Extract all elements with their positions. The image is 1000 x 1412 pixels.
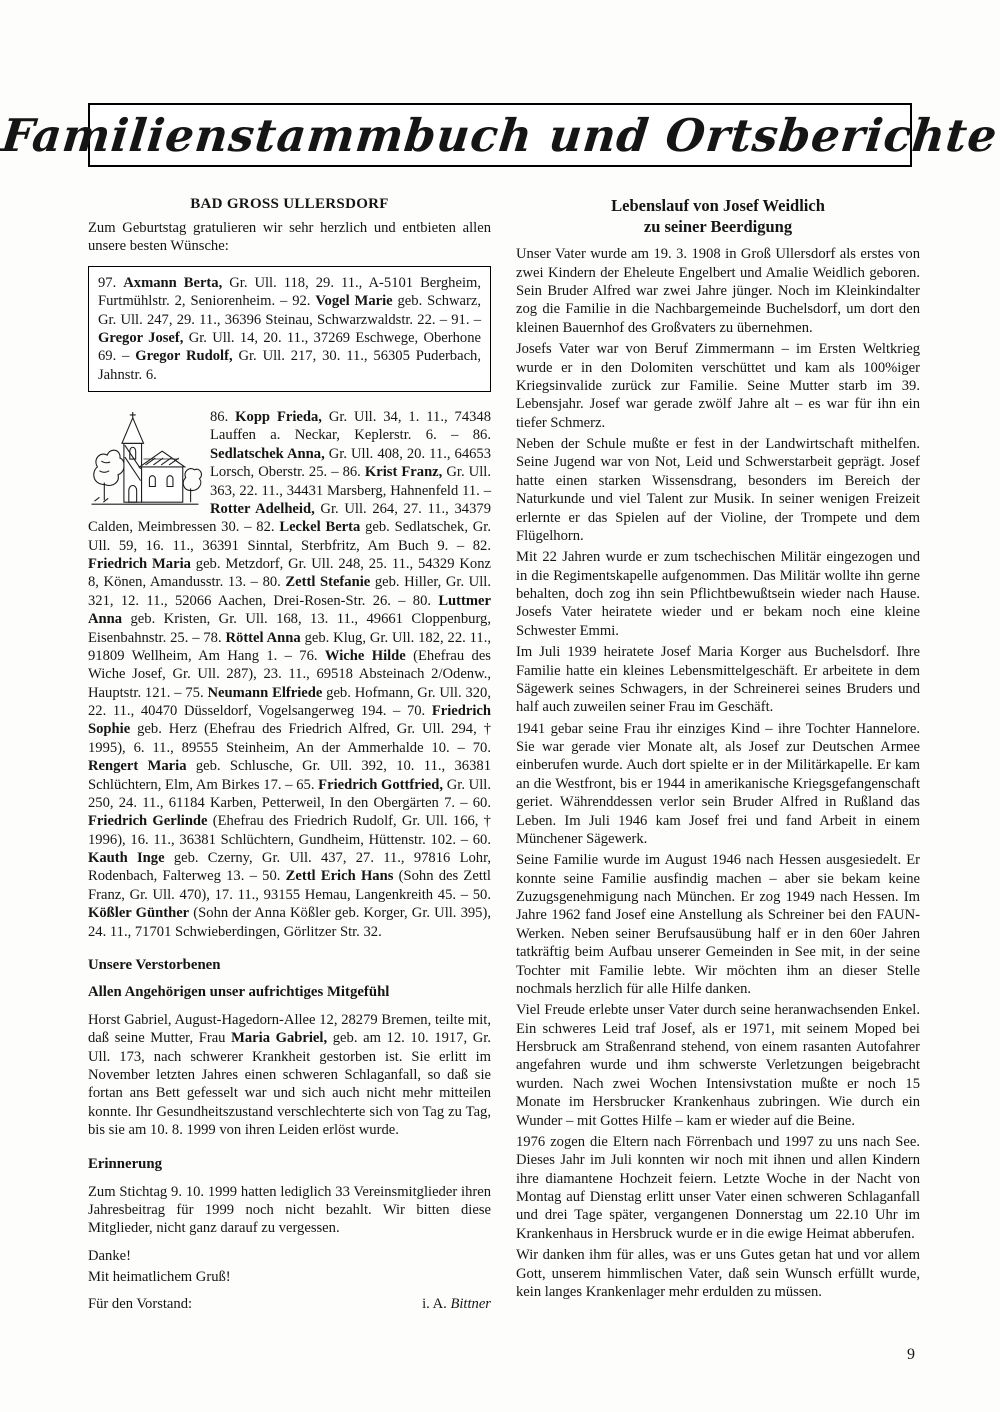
vorstand-label: Für den Vorstand: [88,1295,193,1312]
heading-erinnerung: Erinnerung [88,1155,162,1172]
lebenslauf-paragraph: 1976 zogen die Eltern nach Förrenbach und 1997 zu uns nach See. Dieses Jahr im Juli konnten wir noch mit ihnen und allen Kindern ihre diamantene Hochzeit feiern. Letzte Woche in der Nacht von Montag auf Dienstag erlitt unser Vater einen schweren Schlaganfall und drei Tage später, vergangenen Donnerstag um 22.10 Uhr im Krankenhaus in Hersbruck wurde er in die ewige Heimat abberufen. [516,1133,920,1242]
lebenslauf-paragraph: Viel Freude erlebte unser Vater durch seine heranwachsenden Enkel. Ein schweres Leid traf Josef, als er 1971, mit seinem Moped bei Hersbruck am Straßenrand stehend, von einem rasanten Autofahrer angefahren wurde und ihm schwerste Verletzungen beigebracht wurden. Nach zwei Wochen Intensivstation mußte er noch 15 Monate im Hersbrucker Krankenhaus zubringen. Wie durch ein Wunder – mit Gottes Hilfe – kam er wieder auf die Beine. [516,1002,920,1129]
lebenslauf-paragraph: Im Juli 1939 heiratete Josef Maria Korger aus Buchelsdorf. Ihre Familie hatte ein kleines Lebensmittelgeschäft. Er arbeitete in dem Sägewerk seines Schwagers, in der Schreinerei seines Bruders und half auch zuweilen seiner Frau im Geschäft. [516,644,920,716]
article-title [516,196,920,237]
erinnerung-paragraph: Zum Stichtag 9. 10. 1999 hatten lediglich 33 Vereinsmitglieder ihren Jahresbeitrag für 1999 noch nicht bezahlt. Wir bitten diese Mitglieder, nicht ganz darauf zu vergessen. [88,1183,491,1237]
danke-line: Danke! [88,1247,131,1264]
left-column [88,196,491,1313]
lebenslauf-paragraph: Mit 22 Jahren wurde er zum tschechischen Militär eingezogen und in die Regimentskapelle aufgenommen. Das Militär wollte ihn gerne behalten, doch zog ihn sein Pflichtbewußtsein wieder nach Hause. Josefs Vater heiratete wieder und er bekam noch eine kleine Schwester Emmi. [516,549,920,639]
obituary-paragraph: Horst Gabriel, August-Hagedorn-Allee 12, 28279 Bremen, teilte mit, daß seine Mutter, Frau Maria Gabriel, geb. am 12. 10. 1917, Gr. Ull. 173, nach schwerer Krankheit gestorben ist. Sie erlitt im November letzten Jahres einen schweren Schlaganfall, so daß sie fortan ans Bett gefesselt war und sich auch nicht mehr mitteilen konnte. Ihr Gesundheitszustand verschlechterte sich von Tag zu Tag, bis sie am 10. 8. 1999 von ihren Leiden erlöst wurde. [88,1011,491,1139]
church-illustration-icon [88,410,202,512]
heading-unsere-verstorbenen: Unsere Verstorbenen [88,956,221,973]
right-column [516,196,920,1304]
birthday-list-text: 86. Kopp Frieda, Gr. Ull. 34, 1. 11., 74348 Lauffen a. Neckar, Keplerstr. 6. – 86. Sedlatschek Anna, Gr. Ull. 408, 20. 11., 64653 Lorsch, Oberstr. 25. – 86. Krist Franz, Gr. Ull. 363, 22. 11., 34431 Marsberg, Hahnenfeld 11. – Rotter Adelheid, Gr. Ull. 264, 27. 11., 34379 Calden, Meimbressen 30. – 82. Leckel Berta geb. Sedlatschek, Gr. Ull. 59, 16. 11., 36391 Sinntal, Sterbfritz, Am Buch 9. – 82. Friedrich Maria geb. Metzdorf, Gr. Ull. 248, 25. 11., 54329 Konz 8, Könen, Amandusstr. 13. – 80. Zettl Stefanie geb. Hiller, Gr. Ull. 321, 12. 11., 52066 Aachen, Drei-Rosen-Str. 26. – 80. Luttmer Anna geb. Kristen, Gr. Ull. 168, 13. 11., 49661 Cloppenburg, Eisenbahnstr. 25. – 78. Röttel Anna geb. Klug, Gr. Ull. 182, 22. 11., 91809 Wellheim, Am Hang 1. – 76. Wiche Hilde (Ehefrau des Wiche Josef, Gr. Ull. 287), 23. 11., 69518 Absteinach 2/Odenw., Hauptstr. 121. – 75. Neumann Elfriede geb. Hofmann, Gr. Ull. 320, 22. 11., 40470 Düsseldorf, Vogelsangerweg 194. – 70. Friedrich Sophie geb. Herz (Ehefrau des Friedrich Alfred, Gr. Ull. 294, † 1995), 6. 11., 89555 Steinheim, An der Ammerhalde 10. – 70. Rengert Maria geb. Schlusche, Gr. Ull. 392, 10. 11., 36381 Schlüchtern, Elm, Am Birkes 17. – 65. Friedrich Gottfried, Gr. Ull. 250, 24. 11., 61184 Karben, Petterweil, In den Obergärten 7. – 60. Friedrich Gerlinde (Ehefrau des Friedrich Rudolf, Gr. Ull. 166, † 1996), 16. 11., 36381 Schlüchtern, Gundheim, Hüttenstr. 102. – 60. Kauth Inge geb. Czerny, Gr. Ull. 437, 27. 11., 97816 Lohr, Rodenbach, Falterweg 13. – 50. Zettl Erich Hans (Sohn des Zettl Franz, Gr. Ull. 470), 17. 11., 93155 Hemau, Langenkreith 45. – 50. Kößler Günther (Sohn der Anna Kößler geb. Korger, Gr. Ull. 395), 24. 11., 71701 Schwieberdingen, Görlitzer Str. 32. [88,409,492,940]
lebenslauf-paragraph: Wir danken ihm für alles, was er uns Gutes getan hat und vor allem Gott, unserem himmlischen Vater, daß sein Wunsch erfüllt wurde, kein langes Krankenlager mehr erdulden zu müssen. [516,1247,920,1300]
birthday-intro: Zum Geburtstag gratulieren wir sehr herzlich und entbieten allen unsere besten Wünsche: [88,220,491,255]
heading-mitgefuehl: Allen Angehörigen unser aufrichtiges Mitgefühl [88,983,390,1000]
article-title-line2: zu seiner Beerdigung [643,216,793,236]
masthead-title: Familienstammbuch und Ortsberichte [0,108,1000,162]
lebenslauf-paragraph: Josefs Vater war von Beruf Zimmermann – im Ersten Weltkrieg wurde er in den Dolomiten verschüttet und kam als 100%iger Kriegsinvalide zurück zur Familie. Seine Mutter starb im 39. Lebensjahr. Josef war gerade zwölf Jahre alt – es war für ihn ein tiefer Schmerz. [516,341,920,431]
signature: i. A. Bittner [422,1295,491,1312]
lebenslauf-paragraph: Neben der Schule mußte er fest in der Landwirtschaft mithelfen. Seine Jugend war von Not, Leid und Schwerstarbeit geprägt. Josef hatte einen starken Wissensdrang, besonders im Bereich der Naturkunde und viel Talent zur Musik. In seiner wenigen Freizeit erlernte er das Spielen auf der Violine, der Trompete und dem Flügelhorn. [516,436,920,544]
birthday-box-text: 97. Axmann Berta, Gr. Ull. 118, 29. 11., A-5101 Bergheim, Furtmühlstr. 2, Seniorenheim. – 92. Vogel Marie geb. Schwarz, Gr. Ull. 247, 29. 11., 36396 Steinau, Schwarzwaldstr. 22. – 91. – Gregor Josef, Gr. Ull. 14, 20. 11., 37269 Eschwege, Oberhone 69. – Gregor Rudolf, Gr. Ull. 217, 30. 11., 56305 Puderbach, Jahnstr. 6. [98,274,482,383]
masthead [0,103,1000,167]
lebenslauf-paragraph: Seine Familie wurde im August 1946 nach Hessen ausgesiedelt. Er konnte seine Familie ausfindig machen – aber sie bekam keine Zuzugsgenehmigung nach München. Er zog 1949 nach Hessen. Im Jahre 1962 fand Josef eine Anstellung als Schreiner bei den FAUN-Werken. Neben seiner Berufsausübung half er in den 60er Jahren tatkräftig beim Aufbau unserer Gemeinden in See mit, in der seine Tochter mit Familie lebte. Wir möchten ihm an dieser Stelle nochmals herzlich für alle Hilfe danken. [516,852,920,997]
lebenslauf-paragraph: 1941 gebar seine Frau ihr einziges Kind – ihre Tochter Hannelore. Sie war gerade vier Monate alt, als Josef zur Deutschen Armee einberufen wurde. Auch dort spielte er in der Militärkapelle. Er kam an die Westfront, bis er 1944 in amerikanische Kriegsgefangenschaft geriet. Währenddessen verlor sein Bruder Alfred in Rußland das Leben. Im Juli 1946 kam Josef frei und fand Arbeit in einem Münchener Sägewerk. [516,720,920,847]
birthday-list [88,408,491,941]
signature-row [88,1296,491,1313]
section-heading-bad-gross-ullersdorf: BAD GROSS ULLERSDORF [190,196,389,212]
gruss-line: Mit heimatlichem Gruß! [88,1268,231,1285]
article-title-line1: Lebenslauf von Josef Weidlich [611,196,825,215]
lebenslauf-paragraph: Unser Vater wurde am 19. 3. 1908 in Groß Ullersdorf als erstes von zwei Kindern der Eheleute Engelbert und Amalie Weidlich geboren. Sein Bruder Alfred war zwei Jahre jünger. Noch im Kleinkindalter zog die Familie in die Nachbargemeinde Buchelsdorf, um dort den kleinen Bauernhof des Großvaters zu übernehmen. [516,246,920,336]
page-number: 9 [907,1346,915,1363]
birthday-box [88,266,491,392]
